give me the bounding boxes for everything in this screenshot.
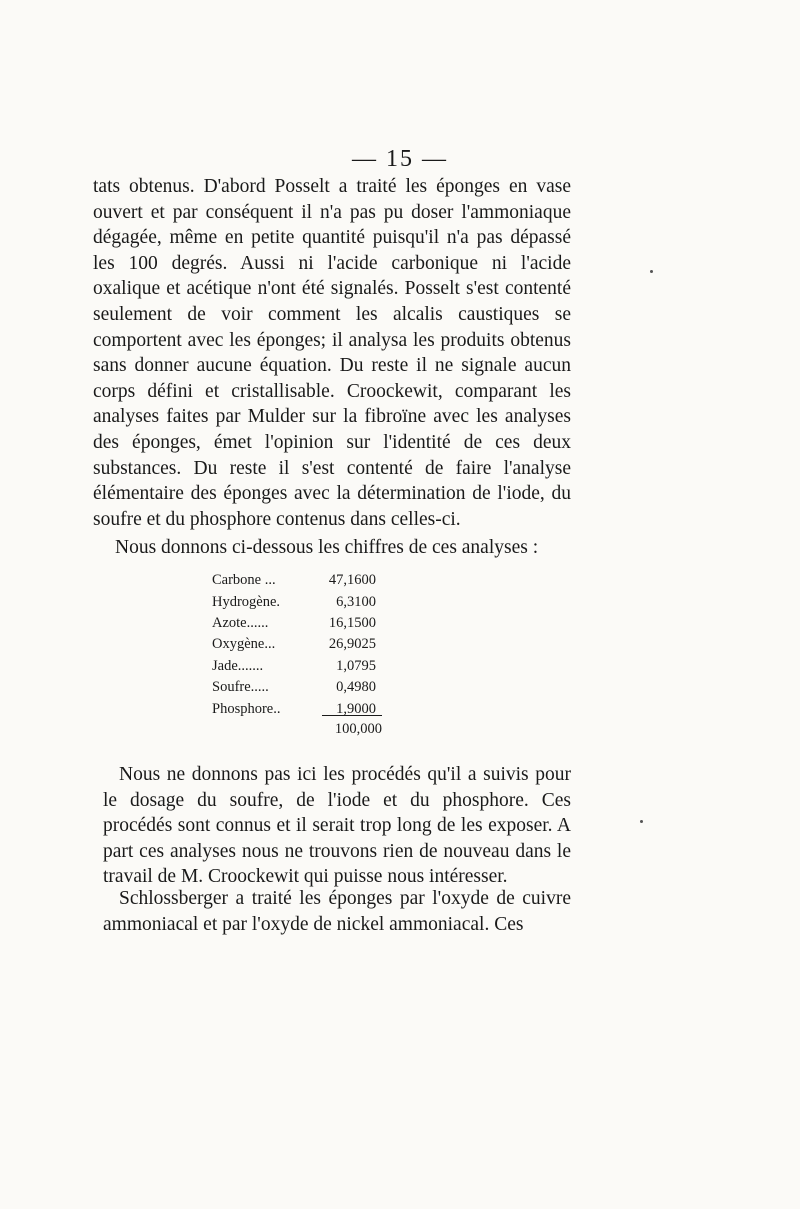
table-row [212,698,382,719]
element-value: 1,9000 [336,700,376,717]
table-row [212,656,382,677]
element-value: 0,4980 [336,679,376,696]
element-label: Phosphore.. [212,700,281,717]
paragraph-schlossberger: Schlossberger a traité les éponges par l'oxyde de cuivre ammoniacal et par l'oxyde de nickel ammoniacal. Ces [103,888,571,935]
page-number: — 15 — [352,146,448,172]
element-label: Oxygène... [212,636,276,653]
element-label: Hydrogène. [212,593,281,610]
paragraph-posselt-croockewit: tats obtenus. D'abord Posselt a traité les éponges en vase ouvert et par conséquent il n'a pas pu doser l'ammoniaque dégagée, même en petite quantité puisqu'il n'a pas dépassé les 100 degrés. Aussi ni l'acide carbonique ni l'acide oxalique et acétique n'ont été signalés. Posselt s'est contenté seulement de voir comment les alcalis caustiques se comportent avec les éponges; il analysa les produits obtenus sans donner aucune équation. Du reste il ne signale aucun corps défini et cristallisable. Croockewit, comparant les analyses faites par Mulder sur la fibroïne avec les analyses des éponges, émet l'opinion sur l'identité de ces deux substances. Du reste il s'est contenté de faire l'analyse élémentaire des éponges avec la détermination de l'iode, du soufre et du phosphore contenus dans celles-ci. [93,176,571,530]
element-value: 1,0795 [336,657,376,674]
paragraph-table-intro: Nous donnons ci-dessous les chiffres de ces analyses : [115,537,539,558]
element-label: Jade....... [212,657,264,674]
paper-speck [640,820,643,823]
analysis-total: 100,000 [334,721,382,737]
element-value: 26,9025 [328,636,376,653]
table-row [212,613,382,634]
paper-speck [650,270,653,273]
table-row [212,677,382,698]
element-value: 16,1500 [328,614,376,631]
elemental-analysis-table [212,570,382,720]
table-row [212,634,382,655]
table-row [212,591,382,612]
element-label: Azote...... [212,614,269,631]
table-row [212,570,382,591]
element-label: Carbone ... [212,572,276,589]
total-rule [322,715,382,716]
paragraph-procedures: Nous ne donnons pas ici les procédés qu'il a suivis pour le dosage du soufre, de l'iode et du phosphore. Ces procédés sont connus et il serait trop long de les exposer. A part ces analyses nous ne trouvons rien de nouveau dans le travail de M. Croockewit qui puisse nous intéresser. [103,764,571,888]
element-label: Soufre..... [212,679,269,696]
element-value: 6,3100 [336,593,376,610]
element-value: 47,1600 [328,572,376,589]
